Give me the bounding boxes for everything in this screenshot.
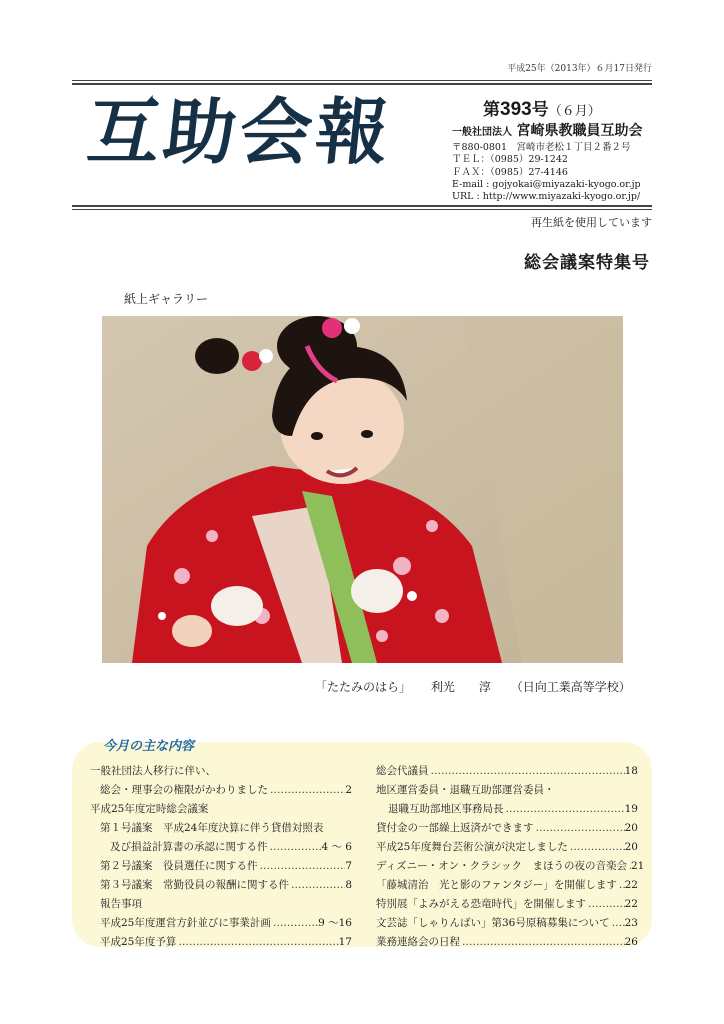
toc-item-page: 17 xyxy=(338,936,352,948)
toc-item-title: ディズニー・オン・クラシック まほうの夜の音楽会 xyxy=(376,860,627,872)
gallery-label: 紙上ギャラリー xyxy=(124,292,209,306)
toc-item[interactable] xyxy=(376,838,638,857)
toc-item-title: 総会代議員 xyxy=(376,765,429,777)
toc-item-page: 7 xyxy=(345,860,352,872)
toc-item[interactable] xyxy=(90,762,352,781)
toc-item[interactable] xyxy=(376,762,638,781)
toc-item-title: 総会・理事会の権限がかわりました xyxy=(100,784,268,796)
issue-number-value: 393 xyxy=(500,99,532,120)
contact-tel: ＴＥＬ：（0985）29-1242 xyxy=(452,154,568,166)
toc-item-leader xyxy=(271,914,318,933)
toc-item-page: 4 ～ 6 xyxy=(321,841,352,853)
toc-item-leader xyxy=(534,819,625,838)
toc-item-leader xyxy=(555,781,639,800)
toc-item[interactable] xyxy=(90,895,352,914)
toc-item-page: 20 xyxy=(624,822,638,834)
publish-date: 平成25年（2013年）６月17日発行 xyxy=(507,64,652,74)
organization-name: 宮崎県教職員互助会 xyxy=(516,122,643,138)
toc-item[interactable] xyxy=(376,914,638,933)
header-rule-bottom-thick xyxy=(72,205,652,207)
toc-item[interactable] xyxy=(376,895,638,914)
toc-heading: 今月の主な内容 xyxy=(103,738,195,753)
toc-item[interactable] xyxy=(90,933,352,952)
toc-item-leader xyxy=(610,914,625,933)
toc-item[interactable] xyxy=(376,857,645,876)
toc-item[interactable] xyxy=(90,914,352,933)
photo-caption xyxy=(315,678,647,695)
special-issue-title: 総会議案特集号 xyxy=(524,253,650,272)
newsletter-logo: 互助会報 xyxy=(83,89,397,174)
issue-prefix: 第 xyxy=(483,100,500,119)
gallery-photo xyxy=(102,316,623,663)
toc-item-page: 18 xyxy=(624,765,638,777)
toc-item-title: 退職互助部地区事務局長 xyxy=(388,803,504,815)
toc-item-leader xyxy=(289,876,345,895)
toc-item-leader xyxy=(586,895,625,914)
toc-item-title: 業務連絡会の日程 xyxy=(376,936,460,948)
toc-item-title: 及び損益計算書の承認に関する件 xyxy=(110,841,268,853)
toc-item-title: 平成25年度舞台芸術公演が決定しました xyxy=(376,841,568,853)
caption-author: 利光 淳 xyxy=(430,680,491,694)
toc-item-title: 一般社団法人移行に伴い、 xyxy=(90,765,216,777)
toc-item-title: 平成25年度予算 xyxy=(100,936,177,948)
toc-item-leader xyxy=(216,762,352,781)
toc-item-leader xyxy=(142,895,352,914)
toc-item-title: 貸付金の一部繰上返済ができます xyxy=(376,822,534,834)
caption-school: （日向工業高等学校） xyxy=(510,680,631,694)
toc-item-leader xyxy=(429,762,625,781)
toc-item-page: 19 xyxy=(624,803,638,815)
toc-item-title: 平成25年度定時総会議案 xyxy=(90,803,209,815)
contact-url[interactable]: URL : http://www.miyazaki-kyogo.or.jp/ xyxy=(452,191,641,203)
toc-item-page: 21 xyxy=(630,860,645,872)
toc-item[interactable] xyxy=(376,781,638,800)
toc-item-title: 平成25年度運営方針並びに事業計画 xyxy=(100,917,271,929)
toc-item-leader xyxy=(617,876,625,895)
toc-item-leader xyxy=(176,933,338,952)
toc-item-title: 地区運営委員・退職互助部運営委員・ xyxy=(376,784,555,796)
toc-item-leader xyxy=(323,819,352,838)
toc-item-title: 特別展「よみがえる恐竜時代」を開催します xyxy=(376,898,586,910)
contact-info xyxy=(452,142,641,203)
recycled-paper-note: 再生紙を使用しています xyxy=(531,217,652,229)
toc-item[interactable] xyxy=(90,819,352,838)
toc-item[interactable] xyxy=(376,876,638,895)
toc-item-title: 第１号議案 平成24年度決算に伴う貸借対照表 xyxy=(100,822,324,834)
toc-item[interactable] xyxy=(90,838,352,857)
toc-item[interactable] xyxy=(90,800,352,819)
header-rule-top-thin xyxy=(72,80,652,81)
toc-item-page: 2 xyxy=(345,784,352,796)
caption-title: 「たたみのはら」 xyxy=(315,680,412,694)
toc-item-page: 20 xyxy=(624,841,638,853)
toc-item-leader xyxy=(504,800,625,819)
toc-item-page: 9 ～16 xyxy=(318,917,352,929)
issue-suffix: 号 xyxy=(531,100,549,119)
issue-month: （６月） xyxy=(548,103,601,118)
organization xyxy=(452,120,642,140)
organization-kind: 一般社団法人 xyxy=(452,127,512,138)
toc-item[interactable] xyxy=(90,857,352,876)
toc-item-title: 第２号議案 役員選任に関する件 xyxy=(100,860,258,872)
toc-item-leader xyxy=(258,857,346,876)
toc-item-leader xyxy=(268,781,345,800)
contact-fax: ＦＡＸ：（0985）27-4146 xyxy=(452,166,568,178)
toc-item[interactable] xyxy=(376,819,638,838)
header-rule-bottom-thin xyxy=(72,209,652,210)
header-rule-top-thick xyxy=(72,83,652,85)
toc-item-page: 22 xyxy=(624,879,638,891)
toc-item[interactable] xyxy=(90,781,352,800)
toc-item-title: 報告事項 xyxy=(100,898,142,910)
toc-item[interactable] xyxy=(376,933,638,952)
toc-left-column xyxy=(90,762,352,952)
issue-number xyxy=(483,95,601,121)
toc-item-page: 8 xyxy=(345,879,352,891)
toc-item-leader xyxy=(208,800,352,819)
toc-item-title: 第３号議案 常勤役員の報酬に関する件 xyxy=(100,879,289,891)
toc-item-leader xyxy=(460,933,625,952)
toc-right-column xyxy=(376,762,645,952)
toc-item-page: 23 xyxy=(624,917,638,929)
toc-item-page: 22 xyxy=(624,898,638,910)
toc-item[interactable] xyxy=(90,876,352,895)
toc-item-title: 文芸誌「しゃりんばい」第36号原稿募集について xyxy=(376,917,610,929)
toc-item[interactable] xyxy=(376,800,638,819)
toc-item-page: 26 xyxy=(624,936,638,948)
toc-item-title: 「藤城清治 光と影のファンタジー」を開催します xyxy=(376,879,617,891)
toc-item-leader xyxy=(268,838,322,857)
contact-address: 〒880-0801 宮崎市老松１丁目２番２号 xyxy=(452,142,631,153)
toc-item-leader xyxy=(568,838,625,857)
contact-email[interactable]: E-mail : gojyokai@miyazaki-kyogo.or.jp xyxy=(452,178,641,190)
